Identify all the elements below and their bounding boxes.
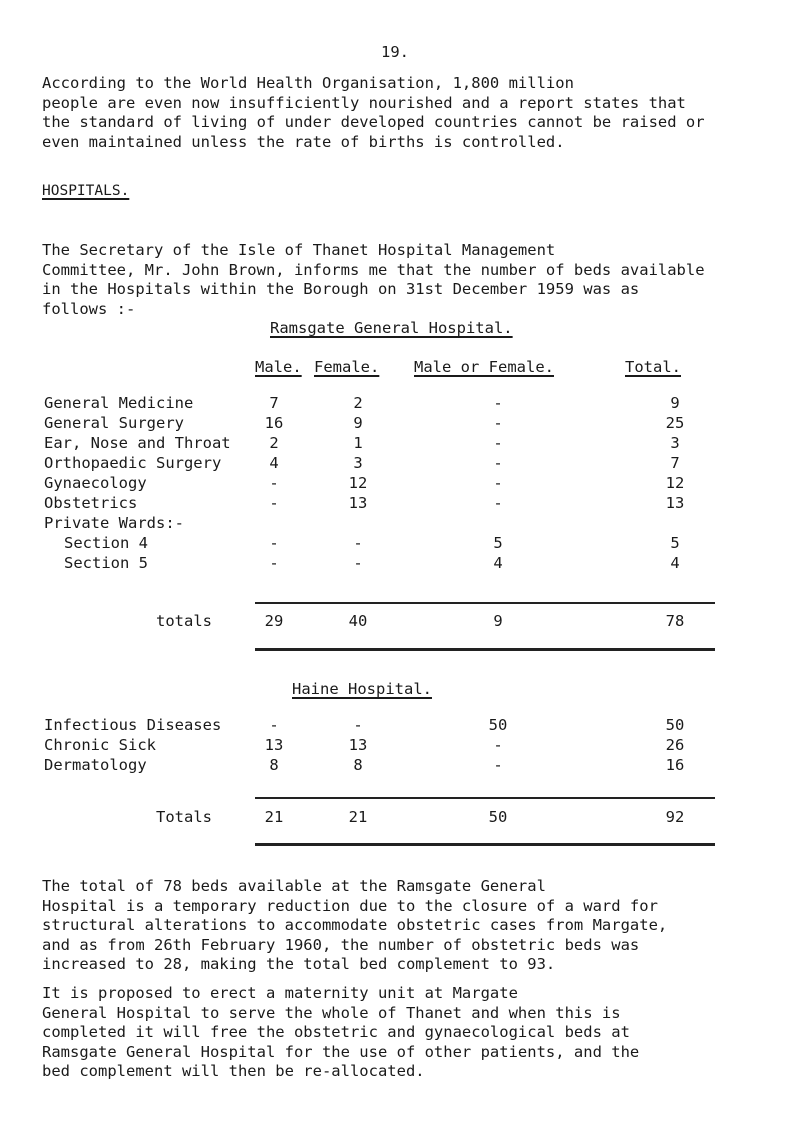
table-row: Infectious Diseases - - 50 50 [44,716,685,734]
haine-rule-top [255,797,715,799]
table-row: Section 5 - - 4 4 [64,554,680,572]
table-row: Obstetrics - 13 - 13 [44,494,685,512]
ramsgate-rule-top [255,602,715,604]
closing-paragraph-1: The total of 78 beds available at the Ramsgate General Hospital is a temporary reduction due to the closure of a ward for structural alterations to accommodate obstetric cases from Margate, and as from 26th February 1960, the number of obstetric beds was increased to 28, making the total bed complement to 93. [42,877,668,973]
table-row: General Surgery 16 9 - 25 [44,414,685,432]
haine-title: Haine Hospital. [292,680,432,698]
table-row: Private Wards:- [44,514,184,532]
table-row: Chronic Sick 13 13 - 26 [44,736,685,754]
intro-paragraph: According to the World Health Organisation, 1,800 million people are even now insufficiently nourished and a report states that the standard of living of under developed countries cannot be raised or even maintained unless the rate of births is controlled. [42,74,705,151]
section-heading: HOSPITALS. [42,183,130,199]
table-row: Section 4 - - 5 5 [64,534,680,552]
closing-paragraph-2: It is proposed to erect a maternity unit at Margate General Hospital to serve the whole of Thanet and when this is completed it will free the obstetric and gynaecological beds at Ramsgate General Hospital for the use of other patients, and the bed complement will then be re-allocated. [42,984,640,1080]
haine-totals-row: Totals 21 21 50 92 [156,808,685,826]
header-female: Female. [314,358,380,376]
ramsgate-totals-row: totals 29 40 9 78 [156,612,685,630]
table-row: Gynaecology - 12 - 12 [44,474,685,492]
table-row: Ear, Nose and Throat 2 1 - 3 [44,434,680,452]
header-male-or-female: Male or Female. [414,358,554,376]
haine-rule-bottom [255,843,715,846]
page-number: 19. [381,43,409,61]
secretary-paragraph: The Secretary of the Isle of Thanet Hospital Management Committee, Mr. John Brown, informs me that the number of beds available in the Hospitals within the Borough on 31st December 1959 was as follows :- [42,241,705,318]
table-row: Dermatology 8 8 - 16 [44,756,685,774]
header-male: Male. [255,358,302,376]
header-total: Total. [625,358,681,376]
table-row: General Medicine 7 2 - 9 [44,394,680,412]
ramsgate-title: Ramsgate General Hospital. [270,319,513,337]
ramsgate-rule-bottom [255,648,715,651]
table-row: Orthopaedic Surgery 4 3 - 7 [44,454,680,472]
